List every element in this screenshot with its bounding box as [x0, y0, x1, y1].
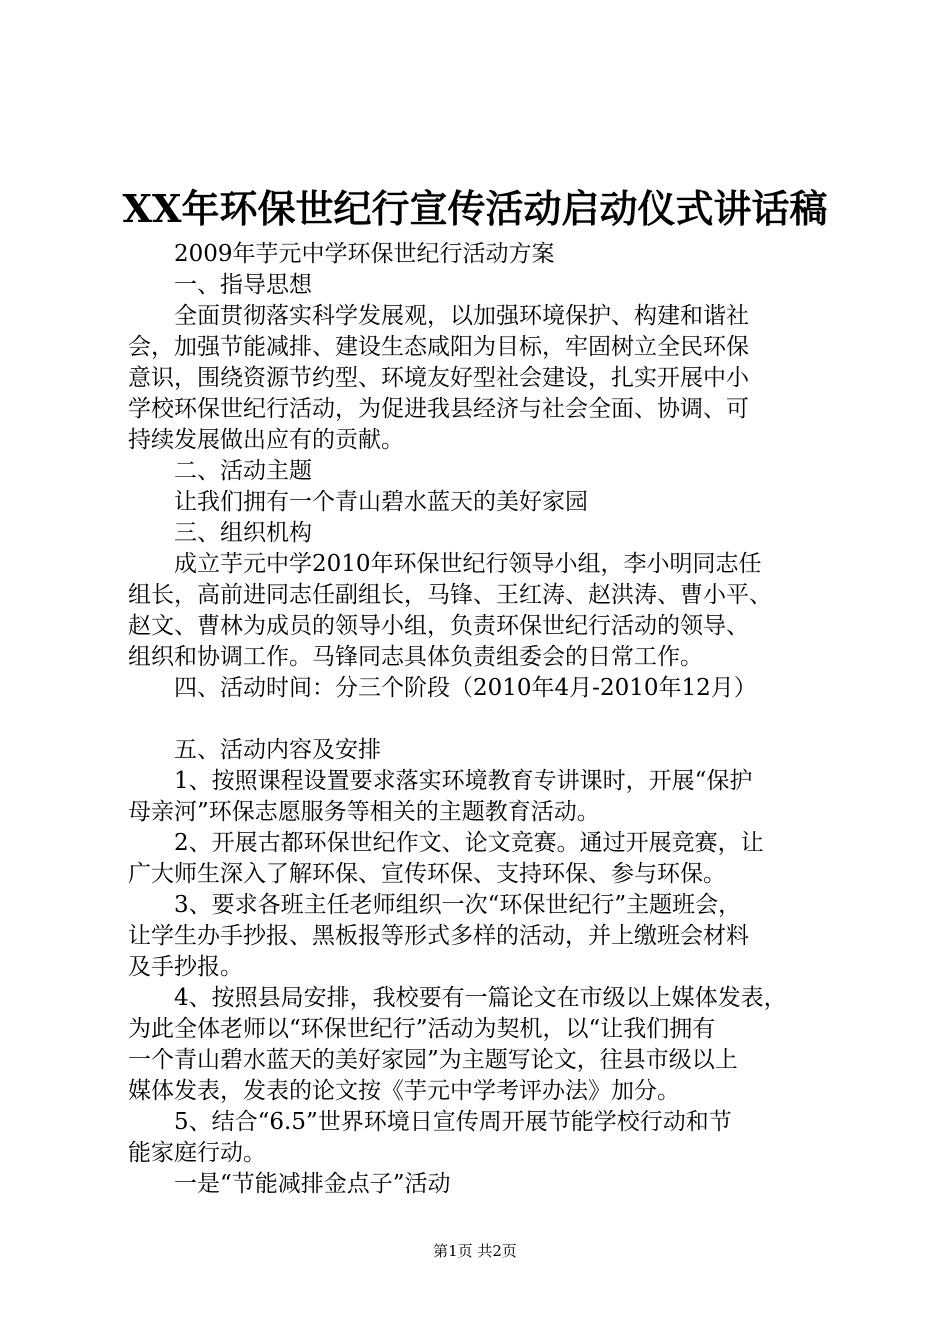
paragraph-line: 全面贯彻落实科学发展观，以加强环境保护、构建和谐社 — [174, 303, 749, 329]
paragraph-line: 意识，围绕资源节约型、环境友好型社会建设，扎实开展中小 — [128, 365, 749, 391]
paragraph-line: 持续发展做出应有的贡献。 — [128, 427, 404, 453]
document-body — [128, 208, 828, 1200]
page-number: 第1页 共2页 — [433, 1242, 517, 1260]
paragraph-line: 广大师生深入了解环保、宣传环保、支持环保、参与环保。 — [128, 861, 726, 887]
paragraph-line: 一个青山碧水蓝天的美好家园”为主题写论文，往县市级以上 — [128, 1047, 738, 1073]
section-heading: 五、活动内容及安排 — [174, 737, 381, 763]
paragraph-line: 会，加强节能减排、建设生态咸阳为目标，牢固树立全民环保 — [128, 334, 749, 360]
paragraph-line: 2、开展古都环保世纪作文、论文竞赛。通过开展竞赛，让 — [174, 830, 764, 856]
paragraph-line: 成立芋元中学2010年环保世纪行领导小组，李小明同志任 — [174, 551, 762, 577]
section-heading: 四、活动时间：分三个阶段（2010年4月-2010年12月） — [174, 675, 757, 701]
paragraph-line: 为此全体老师以“环保世纪行”活动为契机，以“让我们拥有 — [128, 1016, 716, 1042]
paragraph-line: 赵文、曹林为成员的领导小组，负责环保世纪行活动的领导、 — [128, 613, 749, 639]
paragraph-line: 学校环保世纪行活动，为促进我县经济与社会全面、协调、可 — [128, 396, 749, 422]
section-heading: 一、指导思想 — [174, 272, 312, 298]
section-heading: 二、活动主题 — [174, 458, 312, 484]
paragraph-line: 能家庭行动。 — [128, 1140, 266, 1166]
paragraph-line: 4、按照县局安排，我校要有一篇论文在市级以上媒体发表， — [174, 985, 787, 1011]
paragraph-line: 一是“节能减排金点子”活动 — [174, 1171, 451, 1197]
paragraph-line: 3、要求各班主任老师组织一次“环保世纪行”主题班会， — [174, 892, 742, 918]
paragraph-line: 组织和协调工作。马锋同志具体负责组委会的日常工作。 — [128, 644, 703, 670]
paragraph-line: 媒体发表，发表的论文按《芋元中学考评办法》加分。 — [128, 1078, 680, 1104]
paragraph-line: 母亲河”环保志愿服务等相关的主题教育活动。 — [128, 799, 600, 825]
paragraph-line: 5、结合“6.5”世界环境日宣传周开展节能学校行动和节 — [174, 1109, 732, 1135]
paragraph-line: 1、按照课程设置要求落实环境教育专讲课时，开展“保护 — [174, 768, 753, 794]
plan-heading: 2009年芋元中学环保世纪行活动方案 — [174, 241, 555, 267]
paragraph-line: 及手抄报。 — [128, 954, 243, 980]
paragraph-line: 让我们拥有一个青山碧水蓝天的美好家园 — [174, 489, 588, 515]
document-title: XX年环保世纪行宣传活动启动仪式讲话稿 — [122, 186, 828, 231]
section-heading: 三、组织机构 — [174, 520, 312, 546]
paragraph-line: 组长，高前进同志任副组长，马锋、王红涛、赵洪涛、曹小平、 — [128, 582, 772, 608]
paragraph-line: 让学生办手抄报、黑板报等形式多样的活动，并上缴班会材料 — [128, 923, 749, 949]
